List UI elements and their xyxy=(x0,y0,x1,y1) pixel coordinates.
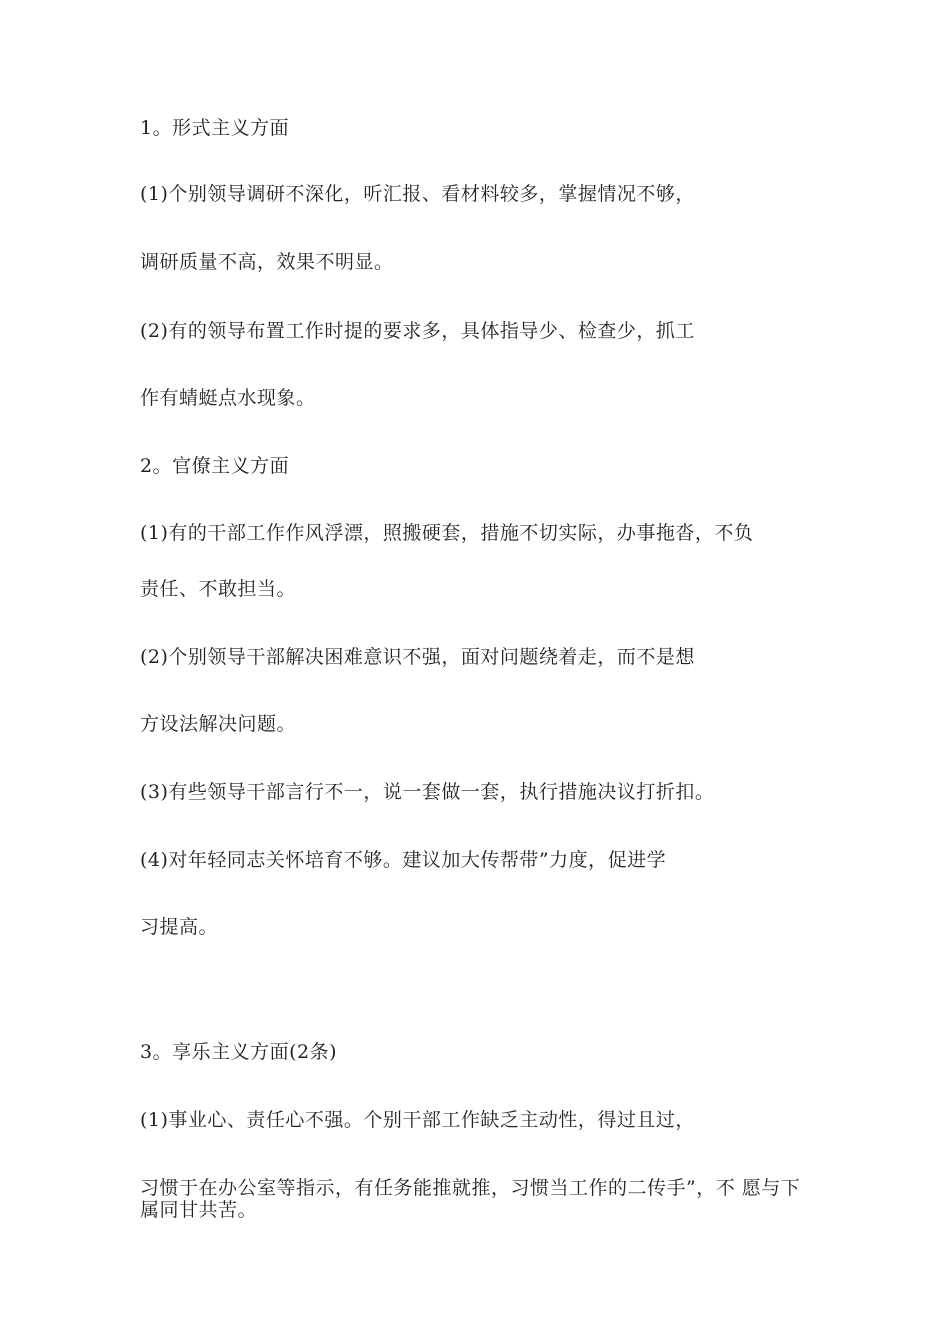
paragraph-line: (2)个别领导干部解决困难意识不强，面对问题绕着走，而不是想 xyxy=(140,646,695,668)
section-heading-formalism: 1。形式主义方面 xyxy=(140,117,290,139)
paragraph-line: 方设法解决问题。 xyxy=(140,713,297,735)
paragraph-line: 习提高。 xyxy=(140,916,219,938)
paragraph-line: (2)有的领导布置工作时提的要求多，具体指导少、检查少，抓工 xyxy=(140,320,695,342)
paragraph-line: 习惯于在办公室等指示，有任务能推就推，习惯当工作的二传手”，不 愿与下属同甘共苦。 xyxy=(140,1177,801,1221)
paragraph-line: (3)有些领导干部言行不一，说一套做一套，执行措施决议打折扣。 xyxy=(140,781,715,803)
paragraph-line: (1)个别领导调研不深化，听汇报、看材料较多，掌握情况不够， xyxy=(140,183,695,205)
paragraph-line: 作有蜻蜓点水现象。 xyxy=(140,387,316,409)
paragraph-line: (1)有的干部工作作风浮漂，照搬硬套，措施不切实际，办事拖沓，不负 xyxy=(140,522,754,544)
section-heading-bureaucratism: 2。官僚主义方面 xyxy=(140,455,290,477)
section-heading-hedonism: 3。享乐主义方面(2条) xyxy=(140,1041,338,1063)
paragraph-line: (1)事业心、责任心不强。个别干部工作缺乏主动性，得过且过， xyxy=(140,1109,695,1131)
paragraph-line: 责任、不敢担当。 xyxy=(140,578,297,600)
paragraph-line: 调研质量不高，效果不明显。 xyxy=(140,251,394,273)
paragraph-line: (4)对年轻同志关怀培育不够。建议加大传帮带”力度，促进学 xyxy=(140,849,667,871)
